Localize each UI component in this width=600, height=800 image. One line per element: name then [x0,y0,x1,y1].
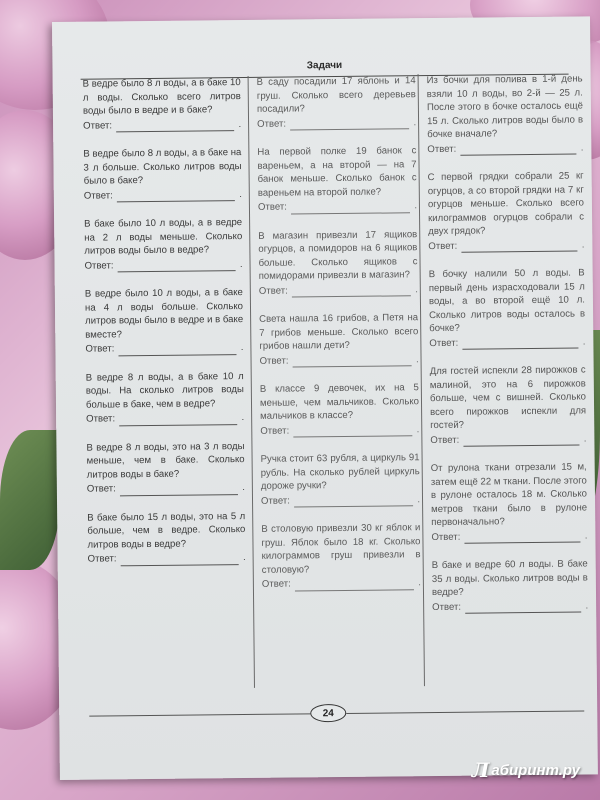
word-problem [429,266,586,350]
answer-label: Ответ: [430,434,460,446]
word-problem [260,381,420,438]
problem-text: В классе 9 девочек, их на 5 меньше, чем мальчиков. Сколько мальчиков в классе? [259,382,420,422]
answer-row [258,199,417,214]
answer-blank-line [117,191,236,202]
workbook-page [52,16,598,780]
answer-period: . [417,493,421,504]
answer-period: . [239,258,243,269]
answer-label: Ответ: [86,413,116,425]
answer-period: . [582,335,586,346]
answer-row [427,141,583,156]
watermark-text: абиринт.ру [491,761,580,779]
answer-row [83,118,241,133]
word-problem [431,460,588,544]
word-problem [428,169,585,253]
problem-column-2 [248,74,422,688]
answer-label: Ответ: [261,578,291,590]
page-title: Задачи [306,59,343,72]
problem-text: В ведре было 10 л воды, а в баке на 4 л воды больше. Сколько литров воды было в ведре и в баке вместе? [84,287,244,341]
answer-blank-line [118,345,237,356]
answer-row [429,335,585,350]
answer-row [431,529,587,544]
answer-row [432,599,588,614]
word-problem [257,144,417,214]
word-problem [83,146,242,203]
answer-blank-line [460,145,577,156]
word-problem [85,286,244,356]
page-number-rule-left [89,713,310,716]
answer-blank-line [291,203,411,214]
word-problem [86,440,245,497]
answer-blank-line [292,356,412,367]
answer-blank-line [294,496,414,507]
problem-text: В баке и ведре 60 л воды. В баке 35 л воды. Сколько литров воды в ведре? [431,558,588,599]
answer-label: Ответ: [257,201,287,213]
answer-blank-line [293,426,413,437]
problem-text: В баке было 15 л воды, это на 5 л больше, чем в ведре. Сколько литров воды в ведре? [87,510,246,551]
problem-text: В бочку налили 50 л воды. В первый день израсходовали 15 л воды, а во второй ещё 10 л. Сколько литров воды осталось в бочке? [428,267,586,335]
word-problem [84,216,243,273]
word-problem [432,557,589,614]
problem-text: В баке было 10 л воды, а в ведре на 2 л воды меньше. Сколько литров воды было в ведре? [84,217,243,257]
problem-text: Ручка стоит 63 рубля, а циркуль 91 рубль. На сколько рублей циркуль дороже ручки? [260,452,420,492]
answer-period: . [239,188,242,199]
answer-label: Ответ: [428,240,458,252]
answer-period: . [416,423,420,434]
answer-blank-line [462,339,579,350]
answer-row [257,116,416,131]
answer-period: . [240,342,244,353]
problem-text: С первой грядки собрали 25 кг огурцов, а со второй грядки на 7 кг огурцов меньше. Сколько всего килограммов огурцов собрали с двух грядок? [427,170,585,238]
problem-text: В столовую привезли 30 кг яблок и груш. Яблок было 18 кг. Сколько килограммов груш привезли в столовую? [261,522,421,576]
problem-text: От рулона ткани отрезали 15 м, затем ещё 22 м ткани. После этого в рулоне осталось 18 м. Сколько метров ткани было в рулоне первоначально? [430,461,588,529]
answer-blank-line [121,555,240,566]
answer-row [85,341,243,356]
answer-row [84,188,242,203]
answer-blank-line [290,119,410,130]
answer-label: Ответ: [260,425,290,437]
answer-label: Ответ: [258,285,288,297]
answer-row [259,283,418,298]
problem-text: В ведре было 8 л воды, а в баке на 3 л больше. Сколько литров воды было в баке? [83,147,242,187]
answer-period: . [241,412,245,423]
answer-row [262,576,421,591]
answer-period: . [413,116,417,127]
answer-blank-line [461,242,578,253]
answer-label: Ответ: [431,531,461,543]
answer-row [261,493,420,508]
background-leaf [0,430,60,570]
answer-period: . [414,200,417,211]
answer-row [428,238,584,253]
answer-label: Ответ: [84,259,114,272]
answer-period: . [415,283,418,294]
page-number: 24 [310,704,346,722]
word-problem [261,521,421,591]
answer-label: Ответ: [259,355,289,367]
answer-period: . [583,432,587,443]
answer-period: . [242,482,245,493]
problem-text: На первой полке 19 банок с вареньем, а на второй — на 7 банок меньше. Сколько банок с вареньем на второй полке? [257,145,417,199]
answer-label: Ответ: [87,553,117,565]
problem-column-1 [83,76,247,690]
labirint-logo-mark: Л [471,758,490,782]
word-problem [430,363,587,447]
problem-text: В ведре 8 л воды, это на 3 л воды меньше, чем в баке. Сколько литров воды в баке? [86,440,245,481]
answer-blank-line [116,121,235,132]
problem-column-3 [415,72,589,686]
answer-row [259,353,418,368]
problem-text: В ведре 8 л воды, а в баке 10 л воды. На сколько литров воды больше в баке, чем в ведре? [85,370,244,411]
answer-blank-line [292,286,412,297]
problem-text: Для гостей испекли 28 пирожков с малиной, это на 6 пирожков больше, чем с вишней. Сколько всего пирожков испекли для гостей? [429,364,587,432]
answer-label: Ответ: [85,343,115,355]
answer-label: Ответ: [83,189,113,202]
answer-blank-line [120,485,239,496]
word-problem [427,72,584,156]
problem-text: Света нашла 16 грибов, а Петя на 7 грибов меньше. Сколько всего грибов нашли дети? [259,312,419,352]
answer-label: Ответ: [429,337,459,349]
word-problem [83,76,242,133]
word-problem [87,510,246,567]
answer-period: . [418,577,421,588]
answer-period: . [580,141,584,152]
page-number-rule-right [346,710,584,713]
word-problem [259,311,419,368]
answer-blank-line [464,532,581,543]
answer-row [88,551,246,566]
answer-blank-line [463,435,580,446]
answer-row [430,432,586,447]
answer-row [84,258,242,273]
answer-blank-line [295,580,415,591]
word-problem [257,74,417,131]
answer-period: . [243,552,246,563]
answer-period: . [585,599,589,610]
answer-period: . [415,353,419,364]
problem-text: Из бочки для полива в 1-й день взяли 10 л воды, во 2-й — 25 л. После этого в бочке осталось ещё 15 л. Сколько литров воды было в бочке вначале? [426,73,584,141]
answer-row [260,423,419,438]
answer-period: . [581,238,585,249]
answer-row [86,411,244,426]
answer-label: Ответ: [260,495,291,507]
answer-blank-line [119,415,238,426]
answer-label: Ответ: [257,118,287,130]
problem-text: В саду посадили 17 яблонь и 14 груш. Сколько всего деревьев посадили? [256,75,416,115]
answer-blank-line [117,261,236,272]
answer-label: Ответ: [83,119,113,132]
labirint-watermark [472,758,580,782]
answer-period: . [238,118,242,129]
problem-text: В ведре было 8 л воды, а в баке 10 л воды. Сколько всего литров воды было в ведре и в баке? [82,77,241,117]
answer-row [87,481,245,496]
answer-blank-line [465,602,582,613]
answer-period: . [584,529,588,540]
word-problem [258,228,418,298]
word-problem [261,451,421,508]
answer-label: Ответ: [432,601,462,613]
answer-label: Ответ: [427,143,457,155]
answer-label: Ответ: [86,483,116,495]
word-problem [86,370,245,427]
problem-text: В магазин привезли 17 ящиков огурцов, а помидоров на 6 ящиков больше. Сколько ящиков с помидорами привезли в магазин? [258,228,418,282]
